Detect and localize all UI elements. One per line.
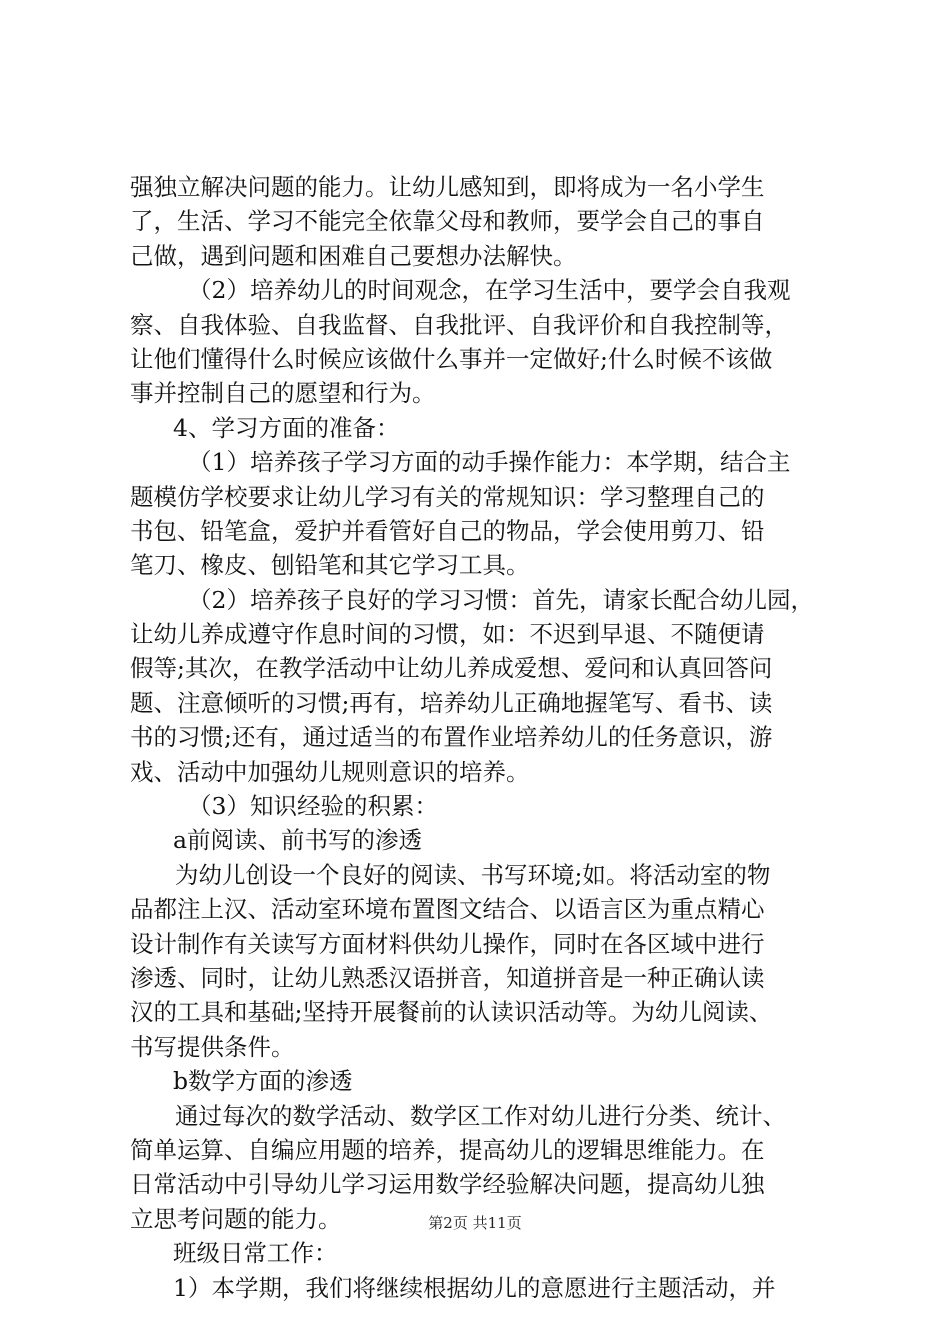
text-line: 让幼儿养成遵守作息时间的习惯，如：不迟到早退、不随便请 <box>130 620 765 649</box>
text-line: 题、注意倾听的习惯;再有，培养幼儿正确地握笔写、看书、读 <box>130 688 773 717</box>
text-line: 渗透、同时，让幼儿熟悉汉语拼音，知道拼音是一种正确认读 <box>130 963 765 992</box>
text-line: 戏、活动中加强幼儿规则意识的培养。 <box>130 757 530 786</box>
text-line: 书包、铅笔盒，爱护并看管好自己的物品，学会使用剪刀、铅 <box>130 516 765 545</box>
section-heading: 4、学习方面的准备： <box>173 413 400 442</box>
text-line: 汉的工具和基础;坚持开展餐前的认读识活动等。为幼儿阅读、 <box>130 998 773 1027</box>
text-line: 品都注上汉、活动室环境布置图文结合、以语言区为重点精心 <box>130 895 765 924</box>
text-line: 事并控制自己的愿望和行为。 <box>130 379 436 408</box>
subsection-heading: （3）知识经验的积累： <box>188 792 438 821</box>
text-line: 立思考问题的能力。 <box>130 1204 342 1233</box>
text-line: 题模仿学校要求让幼儿学习有关的常规知识：学习整理自己的 <box>130 482 765 511</box>
text-line: 书的习惯;还有，通过适当的布置作业培养幼儿的任务意识，游 <box>130 723 773 752</box>
text-line: 让他们懂得什么时候应该做什么事并一定做好;什么时候不该做 <box>130 344 773 373</box>
text-line: （2）培养幼儿的时间观念，在学习生活中，要学会自我观 <box>188 276 791 305</box>
text-line: 1）本学期，我们将继续根据幼儿的意愿进行主题活动，并 <box>173 1273 776 1302</box>
text-line: 简单运算、自编应用题的培养，提高幼儿的逻辑思维能力。在 <box>130 1135 765 1164</box>
text-line: 笔刀、橡皮、刨铅笔和其它学习工具。 <box>130 551 530 580</box>
subsection-heading: a前阅读、前书写的渗透 <box>173 826 423 855</box>
page-number-footer: 第2页 共11页 <box>428 1214 522 1232</box>
text-line: 了，生活、学习不能完全依靠父母和教师，要学会自己的事自 <box>130 207 765 236</box>
subsection-heading: b数学方面的渗透 <box>173 1067 353 1096</box>
text-line: （2）培养孩子良好的学习习惯：首先，请家长配合幼儿园， <box>188 585 814 614</box>
text-line: 己做，遇到问题和困难自己要想办法解快。 <box>130 241 577 270</box>
text-line: 假等;其次，在教学活动中让幼儿养成爱想、爱问和认真回答问 <box>130 654 773 683</box>
text-line: 日常活动中引导幼儿学习运用数学经验解决问题，提高幼儿独 <box>130 1170 765 1199</box>
text-line: 察、自我体验、自我监督、自我批评、自我评价和自我控制等， <box>130 310 788 339</box>
document-body <box>130 170 842 1305</box>
text-line: 为幼儿创设一个良好的阅读、书写环境;如。将活动室的物 <box>175 860 771 889</box>
section-heading: 班级日常工作： <box>173 1239 338 1268</box>
text-line: （1）培养孩子学习方面的动手操作能力：本学期，结合主 <box>188 448 791 477</box>
text-line: 设计制作有关读写方面材料供幼儿操作，同时在各区域中进行 <box>130 929 765 958</box>
text-line: 通过每次的数学活动、数学区工作对幼儿进行分类、统计、 <box>175 1101 786 1130</box>
text-line: 强独立解决问题的能力。让幼儿感知到，即将成为一名小学生 <box>130 173 765 201</box>
text-line: 书写提供条件。 <box>130 1032 295 1061</box>
